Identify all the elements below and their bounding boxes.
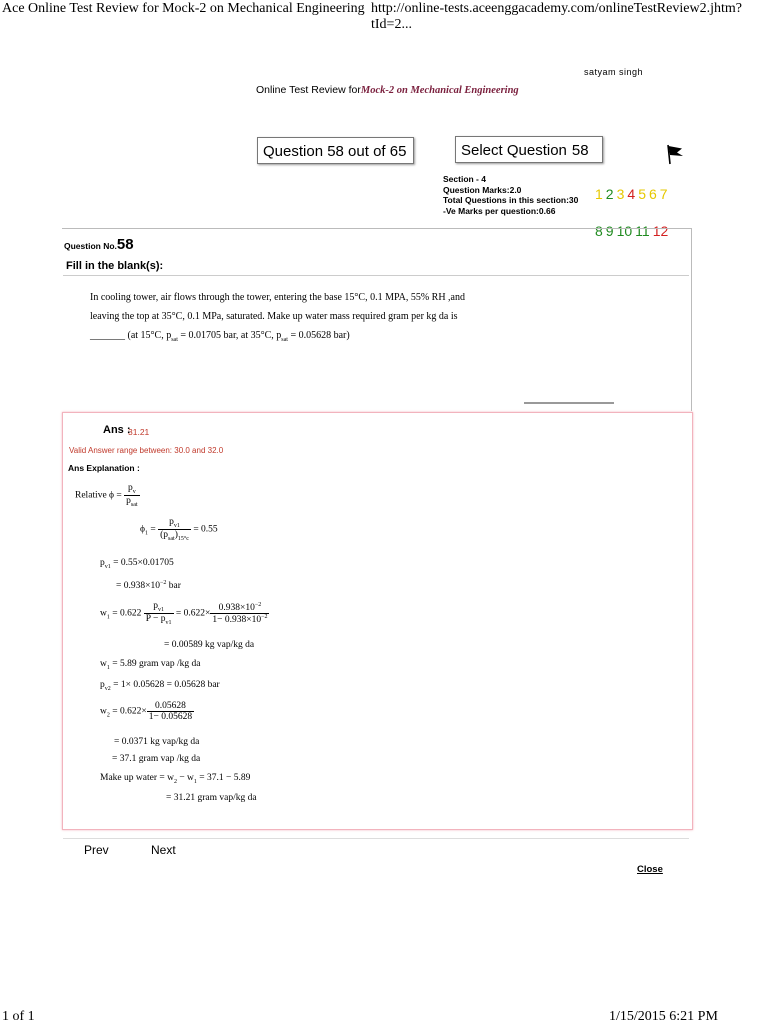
s1-den: p	[126, 495, 131, 506]
solution-step-13: = 31.21 gram vap/kg da	[166, 793, 257, 803]
next-button[interactable]: Next	[151, 843, 176, 857]
s5-b: = 0.622	[109, 608, 142, 619]
question-type-label: Fill in the blank(s):	[66, 260, 164, 272]
divider	[63, 838, 689, 839]
s4-sup: −2	[159, 580, 167, 586]
question-number-link[interactable]: 8	[595, 223, 603, 239]
question-line-3	[90, 326, 515, 350]
solution-step-12	[100, 773, 250, 785]
question-line-1: In cooling tower, air flows through the tower, entering the base 15°C, 0.1 MPA, 55% RH ,and	[90, 292, 465, 303]
s5-c: = 0.622×	[175, 608, 211, 619]
solution-step-8	[100, 680, 220, 692]
print-page-count: 1 of 1	[2, 1009, 35, 1024]
s3-a: p	[100, 558, 105, 568]
s7-b: = 5.89 gram vap /kg da	[109, 659, 201, 669]
s12-a: Make up water = w	[100, 773, 174, 783]
s2-result: = 0.55	[193, 524, 218, 535]
section-info	[443, 174, 578, 216]
solution-step-6: = 0.00589 kg vap/kg da	[164, 640, 255, 650]
solution-step-5	[100, 601, 269, 626]
solution-step-2: $\phi_1$ = $\frac{p_{v1}}{(p_{sat})_{15^\circ c}}$ = 0.55	[140, 517, 218, 542]
s2-prefix-sub: 1	[145, 530, 149, 537]
s4: = 0.938×10	[116, 581, 160, 592]
total-questions: Total Questions in this section:30	[443, 195, 579, 205]
negative-marks: -Ve Marks per question:0.66	[443, 205, 556, 216]
s1-prefix: Relative ϕ =	[75, 490, 122, 501]
question-number: 58	[116, 236, 134, 253]
s3-a-sub: v1	[104, 563, 111, 570]
section-name: Section - 4	[443, 174, 486, 184]
question-number-link[interactable]: 12	[652, 223, 669, 239]
solution-step-9	[100, 701, 194, 722]
s4-unit: bar	[166, 581, 181, 592]
answer-value: 31.21	[128, 427, 150, 437]
s2-den-close: )	[174, 529, 178, 540]
review-title-prefix: Online Test Review for	[256, 84, 361, 96]
s9-a-sub: 2	[106, 712, 110, 719]
answer-label: Ans :	[103, 424, 131, 436]
question-line-3-a: (at 15°C, p	[125, 330, 172, 341]
s9-den: 1− 0.05628	[148, 712, 193, 722]
close-link[interactable]: Close	[637, 864, 663, 875]
question-text	[90, 288, 515, 350]
solution-step-1	[75, 483, 140, 508]
divider	[63, 275, 689, 276]
flag-icon[interactable]	[663, 143, 685, 170]
s12-c: = 37.1 − 5.89	[196, 773, 251, 783]
s1-num: p	[127, 483, 133, 493]
answer-blank: _______	[90, 330, 125, 341]
select-question-control[interactable]	[455, 136, 603, 163]
select-question-value[interactable]: 58	[571, 142, 589, 159]
question-marks: Question Marks:2.0	[443, 184, 522, 195]
s5-den: P − p	[145, 613, 166, 624]
question-no-prefix: Question No.	[64, 241, 117, 251]
question-number-link[interactable]: 9	[605, 223, 614, 239]
prev-button[interactable]: Prev	[84, 843, 109, 857]
s9-num: 0.05628	[147, 701, 194, 712]
s2-den-sub: sat	[168, 535, 175, 542]
test-name: Mock-2 on Mechanical Engineering	[360, 85, 519, 96]
question-number-link[interactable]: 11	[635, 223, 650, 239]
s9-a: w	[100, 706, 107, 717]
s8-a-sub: v2	[104, 685, 111, 692]
question-number-link[interactable]: 5	[638, 186, 646, 202]
question-number-link[interactable]: 6	[648, 186, 657, 202]
solution-step-4	[116, 580, 181, 591]
s2-num-sub: v1	[173, 522, 180, 529]
print-timestamp: 1/15/2015 6:21 PM	[609, 1009, 718, 1024]
s2-num: p	[169, 517, 174, 527]
s2-den: (p	[160, 529, 169, 540]
question-sub-2: sat	[281, 337, 288, 343]
s7-a: w	[100, 659, 107, 669]
s5-den2: 1− 0.938×10	[212, 615, 262, 626]
s1-num-sub: v	[132, 488, 136, 495]
s12-sub2: 1	[193, 778, 197, 785]
question-sub-1: sat	[171, 337, 178, 343]
s9-b: = 0.622×	[109, 706, 147, 717]
username: satyam singh	[584, 67, 644, 77]
solution-step-7	[100, 659, 200, 671]
solution-step-10: = 0.0371 kg vap/kg da	[114, 737, 200, 747]
s3-b: = 0.55×0.01705	[110, 558, 174, 568]
solution-step-3	[100, 558, 174, 570]
s8-a: p	[100, 680, 105, 690]
question-counter: Question 58 out of 65	[257, 137, 414, 164]
s2-den-sub2: 15°c	[177, 535, 189, 542]
s5-num2: 0.938×10	[218, 602, 255, 613]
question-number-link[interactable]: 7	[659, 186, 668, 202]
question-line-3-b: = 0.01705 bar, at 35°C, p	[177, 330, 282, 341]
question-number-link[interactable]: 1	[595, 186, 603, 202]
s5-num-sub: v1	[158, 606, 164, 613]
s5-den-sub: v1	[165, 619, 172, 626]
s5-a-sub: 1	[106, 614, 110, 621]
question-number-link[interactable]: 3	[616, 186, 625, 202]
s5-den2-sup: −2	[261, 613, 268, 620]
s2-prefix: ϕ	[140, 524, 146, 535]
question-palette-row-1	[595, 186, 671, 202]
s5-num2-sup: −2	[254, 601, 262, 608]
solution-step-11: = 37.1 gram vap /kg da	[112, 754, 201, 764]
review-title	[256, 84, 519, 96]
explanation-label: Ans Explanation :	[68, 463, 140, 473]
s5-a: w	[100, 608, 107, 619]
print-page-url: http://online-tests.aceenggacademy.com/onlineTestReview2.jhtm?tId=2...	[371, 1, 742, 32]
question-line-2: leaving the top at 35°C, 0.1 MPa, saturated. Make up water mass required gram per kg da is	[90, 311, 458, 322]
question-number-link[interactable]: 4	[627, 186, 636, 202]
question-number-link[interactable]: 10	[616, 223, 633, 239]
s12-b: − w	[176, 773, 194, 783]
print-page-title: Ace Online Test Review for Mock-2 on Mechanical Engineering	[2, 1, 365, 16]
valid-answer-range: Valid Answer range between: 30.0 and 32.0	[69, 446, 224, 455]
s5-num: p	[153, 601, 158, 611]
question-number-label	[64, 236, 134, 253]
scroll-indicator	[524, 402, 614, 404]
question-number-link[interactable]: 2	[605, 186, 614, 202]
s12-sub1: 2	[173, 778, 177, 785]
question-line-3-c: = 0.05628 bar)	[287, 330, 350, 341]
select-question-label: Select Question	[461, 142, 567, 159]
s1-den-sub: sat	[130, 501, 138, 508]
s8-b: = 1× 0.05628 = 0.05628 bar	[110, 680, 220, 690]
s7-a-sub: 1	[106, 664, 110, 671]
